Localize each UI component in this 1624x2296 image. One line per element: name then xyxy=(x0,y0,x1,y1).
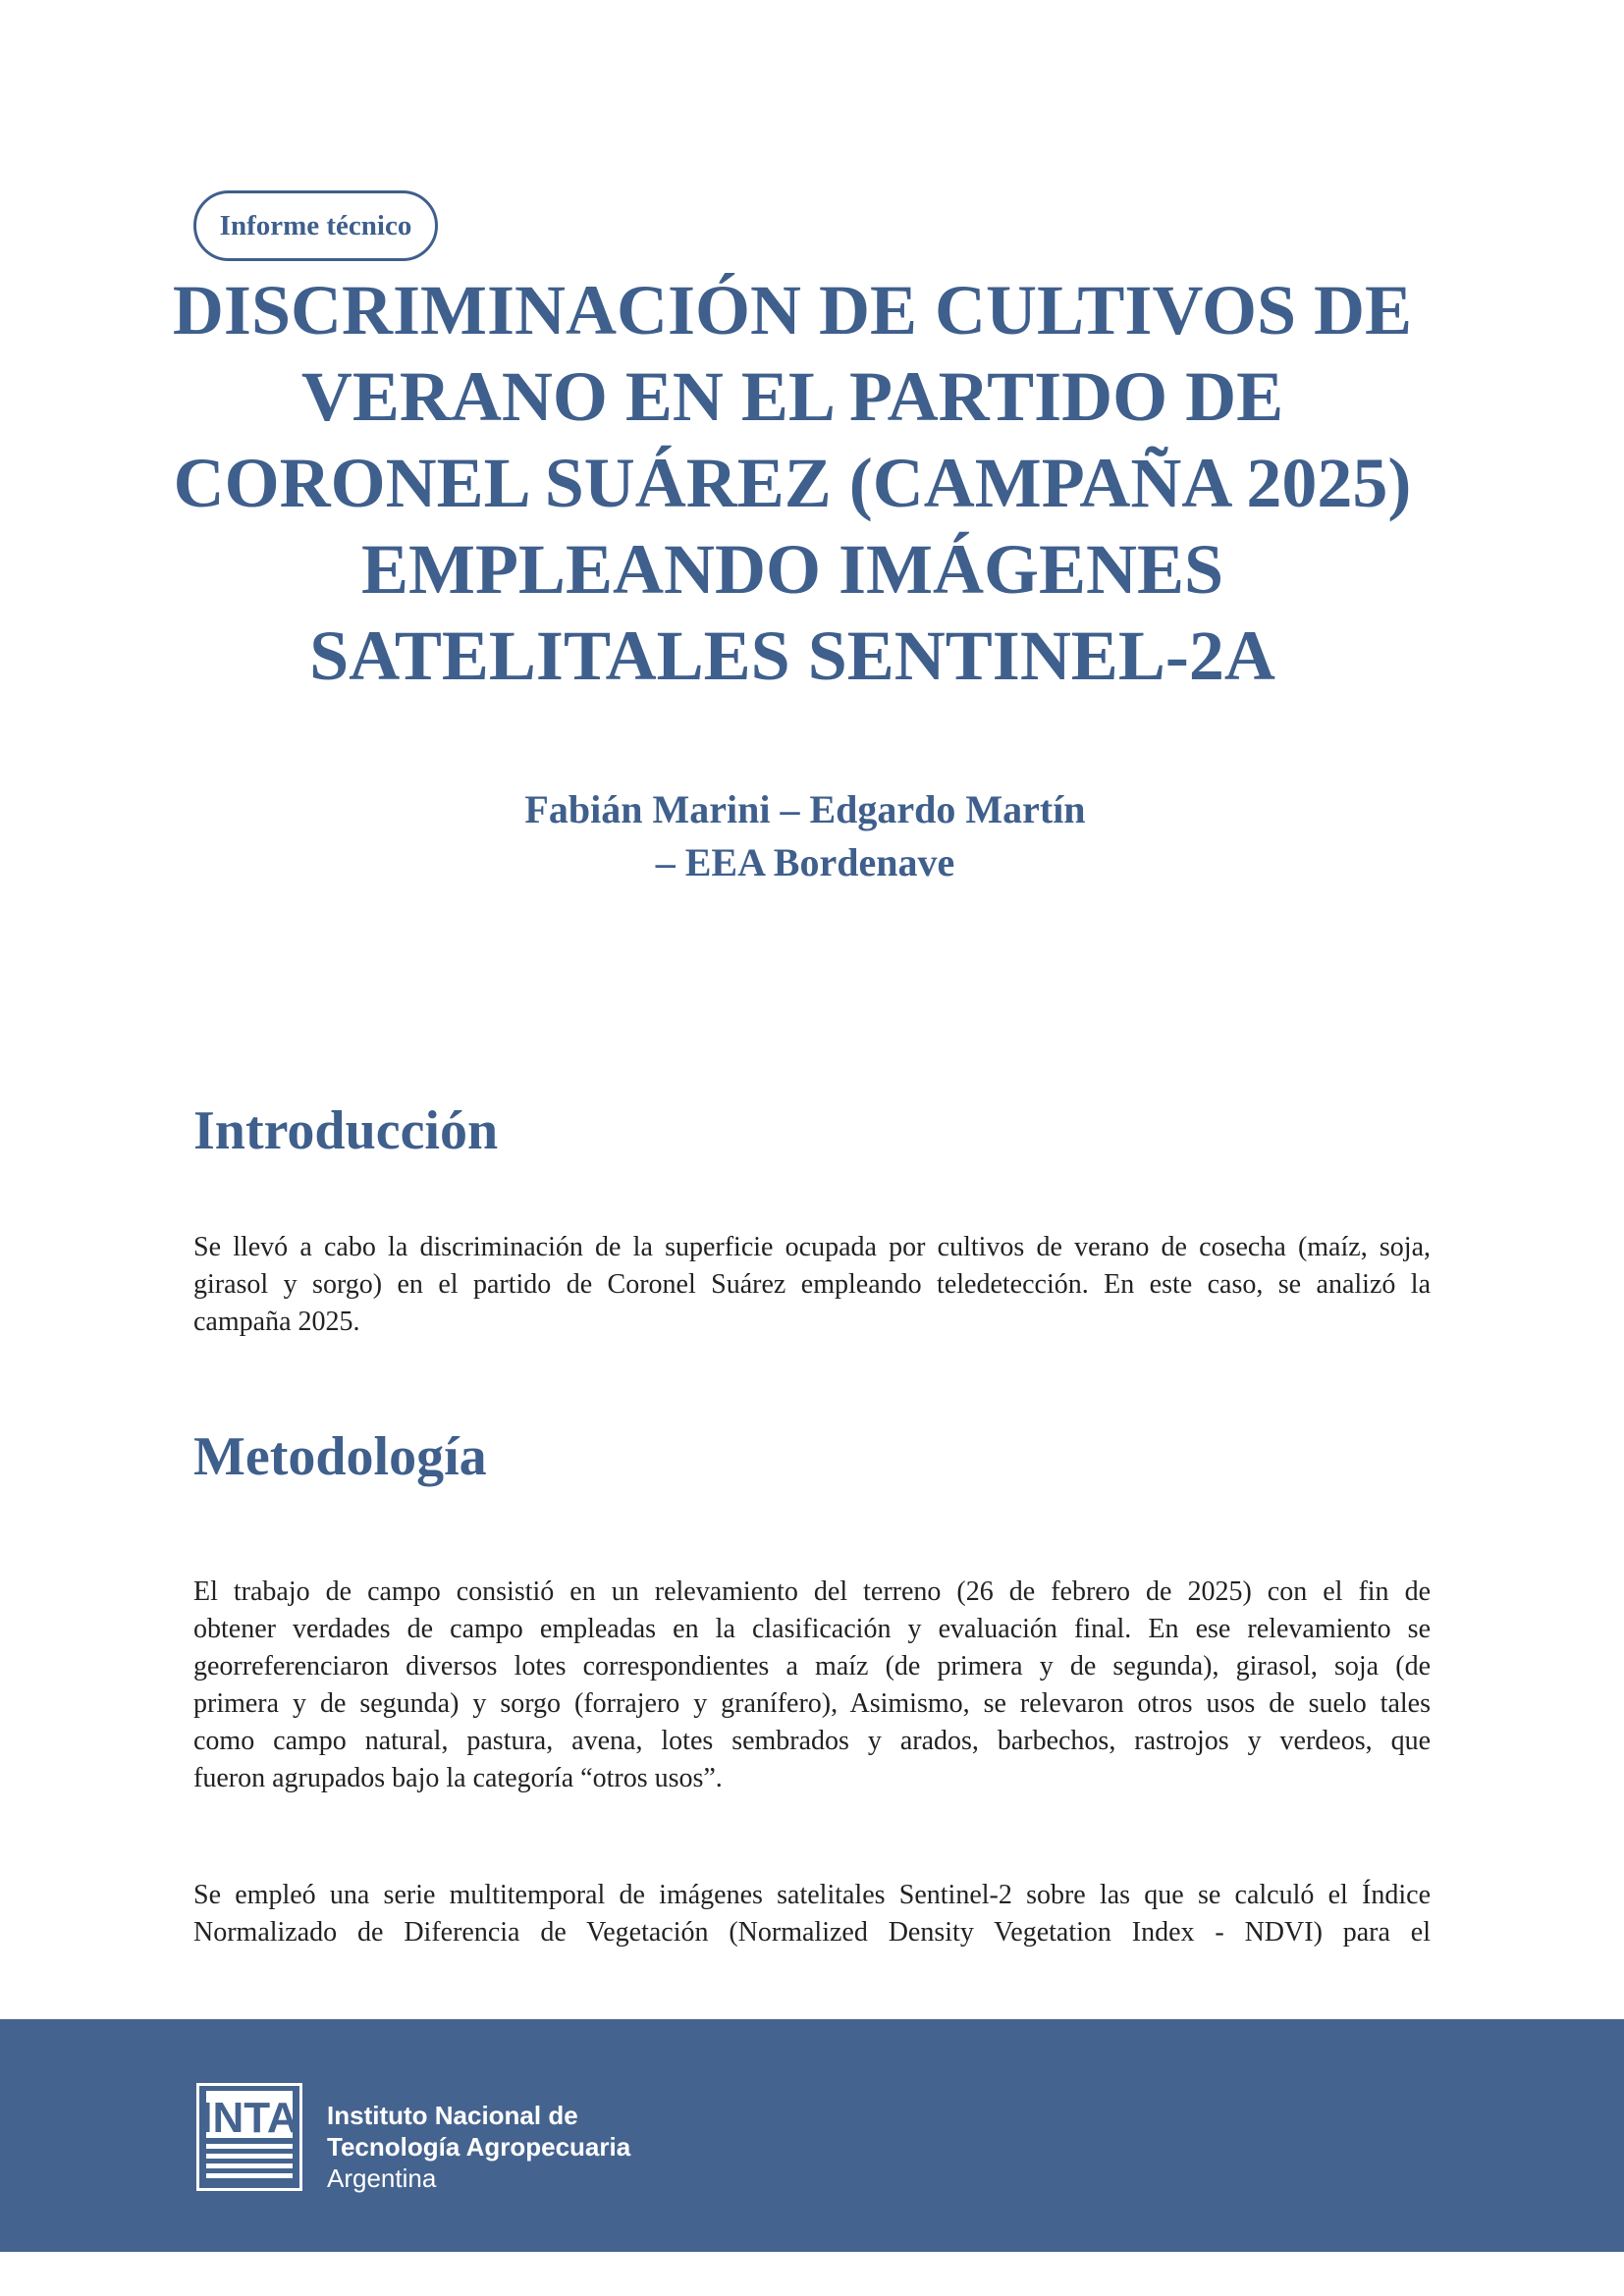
paragraph-line: Normalizado de Diferencia de Vegetación (Normalized Density Vegetation Index - NDVI) para el xyxy=(193,1917,1431,1948)
methodology-paragraph-2 xyxy=(193,1877,1431,1951)
org-line: Tecnología Agropecuaria xyxy=(327,2132,631,2162)
inta-logo-icon xyxy=(196,2083,302,2191)
title-line: SATELITALES SENTINEL-2A xyxy=(309,616,1275,695)
document-title xyxy=(79,267,1506,699)
paragraph-line: campaña 2025. xyxy=(193,1307,360,1337)
methodology-heading: Metodología xyxy=(193,1426,487,1487)
paragraph-line: primera y de segunda) y sorgo (forrajero y granífero), Asimismo, se relevaron otros usos de suelo tales xyxy=(193,1688,1431,1719)
paragraph-line: Se llevó a cabo la discriminación de la superficie ocupada por cultivos de verano de cosecha (maíz, soja, xyxy=(193,1232,1431,1262)
paragraph-line: Se empleó una serie multitemporal de imágenes satelitales Sentinel-2 sobre las que se calculó el Índice xyxy=(193,1880,1431,1910)
authors-line: – EEA Bordenave xyxy=(655,840,955,884)
paragraph-line: fueron agrupados bajo la categoría “otros usos”. xyxy=(193,1763,723,1793)
report-type-badge: Informe técnico xyxy=(193,190,438,261)
intro-heading: Introducción xyxy=(193,1100,499,1161)
organization-name xyxy=(327,2100,630,2194)
title-line: CORONEL SUÁREZ (CAMPAÑA 2025) xyxy=(173,444,1412,522)
logo-text: INTA xyxy=(200,2094,298,2142)
org-line: Instituto Nacional de xyxy=(327,2101,578,2130)
footer-banner xyxy=(0,2019,1624,2252)
org-country: Argentina xyxy=(327,2163,437,2193)
paragraph-line: georreferenciaron diversos lotes correspondientes a maíz (de primera y de segunda), girasol, soja (de xyxy=(193,1651,1431,1682)
paragraph-line: El trabajo de campo consistió en un relevamiento del terreno (26 de febrero de 2025) con el fin de xyxy=(193,1576,1431,1607)
methodology-paragraph-1 xyxy=(193,1574,1431,1797)
paragraph-line: como campo natural, pastura, avena, lotes sembrados y arados, barbechos, rastrojos y verdeos, que xyxy=(193,1726,1431,1756)
authors-line: Fabián Marini – Edgardo Martín xyxy=(524,787,1086,831)
title-line: EMPLEANDO IMÁGENES xyxy=(360,530,1224,609)
title-line: DISCRIMINACIÓN DE CULTIVOS DE xyxy=(172,271,1413,349)
title-line: VERANO EN EL PARTIDO DE xyxy=(300,357,1284,436)
paragraph-line: girasol y sorgo) en el partido de Coronel Suárez empleando teledetección. En este caso, se analizó la xyxy=(193,1269,1431,1300)
authors xyxy=(373,783,1237,889)
intro-paragraph xyxy=(193,1229,1431,1341)
paragraph-line: obtener verdades de campo empleadas en la clasificación y evaluación final. En ese relevamiento se xyxy=(193,1614,1431,1644)
